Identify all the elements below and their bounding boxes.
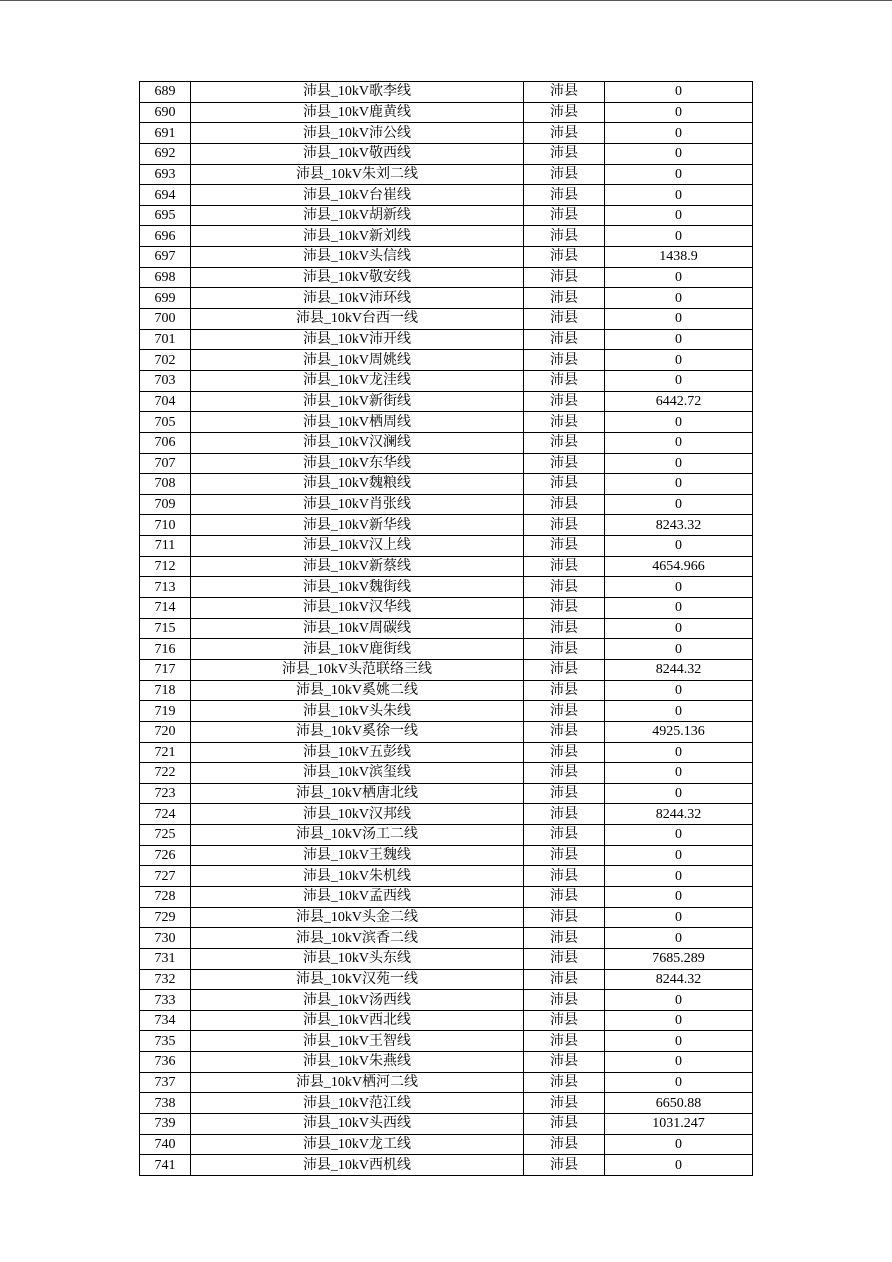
row-index-cell: 693 bbox=[140, 164, 191, 185]
row-index-cell: 696 bbox=[140, 226, 191, 247]
county-cell: 沛县 bbox=[524, 164, 605, 185]
value-cell: 0 bbox=[605, 370, 753, 391]
row-index-cell: 741 bbox=[140, 1155, 191, 1176]
value-cell: 0 bbox=[605, 453, 753, 474]
value-cell: 0 bbox=[605, 1052, 753, 1073]
table-row bbox=[140, 370, 753, 391]
table-row bbox=[140, 907, 753, 928]
line-name-cell: 沛县_10kV歌李线 bbox=[191, 82, 524, 103]
row-index-cell: 700 bbox=[140, 309, 191, 330]
county-cell: 沛县 bbox=[524, 1134, 605, 1155]
row-index-cell: 717 bbox=[140, 659, 191, 680]
value-cell: 8244.32 bbox=[605, 969, 753, 990]
value-cell: 0 bbox=[605, 267, 753, 288]
value-cell: 1031.247 bbox=[605, 1114, 753, 1135]
line-name-cell: 沛县_10kV沛开线 bbox=[191, 329, 524, 350]
table-row bbox=[140, 82, 753, 103]
line-name-cell: 沛县_10kV龙工线 bbox=[191, 1134, 524, 1155]
line-name-cell: 沛县_10kV头东线 bbox=[191, 948, 524, 969]
row-index-cell: 731 bbox=[140, 948, 191, 969]
table-row bbox=[140, 288, 753, 309]
row-index-cell: 708 bbox=[140, 474, 191, 495]
line-name-cell: 沛县_10kV汉邦线 bbox=[191, 804, 524, 825]
county-cell: 沛县 bbox=[524, 928, 605, 949]
county-cell: 沛县 bbox=[524, 350, 605, 371]
county-cell: 沛县 bbox=[524, 205, 605, 226]
value-cell: 0 bbox=[605, 742, 753, 763]
page-top-border bbox=[0, 0, 892, 1]
value-cell: 0 bbox=[605, 701, 753, 722]
line-name-cell: 沛县_10kV新街线 bbox=[191, 391, 524, 412]
line-name-cell: 沛县_10kV敬安线 bbox=[191, 267, 524, 288]
value-cell: 0 bbox=[605, 143, 753, 164]
value-cell: 0 bbox=[605, 309, 753, 330]
value-cell: 0 bbox=[605, 639, 753, 660]
row-index-cell: 715 bbox=[140, 618, 191, 639]
value-cell: 0 bbox=[605, 164, 753, 185]
county-cell: 沛县 bbox=[524, 288, 605, 309]
row-index-cell: 725 bbox=[140, 825, 191, 846]
county-cell: 沛县 bbox=[524, 577, 605, 598]
line-name-cell: 沛县_10kV新华线 bbox=[191, 515, 524, 536]
county-cell: 沛县 bbox=[524, 845, 605, 866]
line-name-cell: 沛县_10kV沛环线 bbox=[191, 288, 524, 309]
row-index-cell: 728 bbox=[140, 886, 191, 907]
table-row bbox=[140, 598, 753, 619]
county-cell: 沛县 bbox=[524, 1072, 605, 1093]
row-index-cell: 740 bbox=[140, 1134, 191, 1155]
line-name-cell: 沛县_10kV汉上线 bbox=[191, 536, 524, 557]
table-row bbox=[140, 886, 753, 907]
value-cell: 6442.72 bbox=[605, 391, 753, 412]
value-cell: 0 bbox=[605, 536, 753, 557]
value-cell: 8244.32 bbox=[605, 659, 753, 680]
row-index-cell: 691 bbox=[140, 123, 191, 144]
county-cell: 沛县 bbox=[524, 804, 605, 825]
county-cell: 沛县 bbox=[524, 432, 605, 453]
county-cell: 沛县 bbox=[524, 474, 605, 495]
line-name-cell: 沛县_10kV肖张线 bbox=[191, 494, 524, 515]
county-cell: 沛县 bbox=[524, 886, 605, 907]
county-cell: 沛县 bbox=[524, 618, 605, 639]
county-cell: 沛县 bbox=[524, 969, 605, 990]
county-cell: 沛县 bbox=[524, 102, 605, 123]
table-row bbox=[140, 1031, 753, 1052]
table-row bbox=[140, 329, 753, 350]
line-name-cell: 沛县_10kV栖河二线 bbox=[191, 1072, 524, 1093]
line-name-cell: 沛县_10kV王智线 bbox=[191, 1031, 524, 1052]
line-name-cell: 沛县_10kV头范联络三线 bbox=[191, 659, 524, 680]
table-row bbox=[140, 1155, 753, 1176]
value-cell: 0 bbox=[605, 763, 753, 784]
county-cell: 沛县 bbox=[524, 907, 605, 928]
line-name-cell: 沛县_10kV头金二线 bbox=[191, 907, 524, 928]
table-row bbox=[140, 1114, 753, 1135]
value-cell: 8244.32 bbox=[605, 804, 753, 825]
table-row bbox=[140, 948, 753, 969]
table-row bbox=[140, 1010, 753, 1031]
row-index-cell: 707 bbox=[140, 453, 191, 474]
row-index-cell: 724 bbox=[140, 804, 191, 825]
county-cell: 沛县 bbox=[524, 866, 605, 887]
value-cell: 0 bbox=[605, 474, 753, 495]
value-cell: 1438.9 bbox=[605, 247, 753, 268]
table-row bbox=[140, 350, 753, 371]
value-cell: 0 bbox=[605, 928, 753, 949]
table-row bbox=[140, 205, 753, 226]
county-cell: 沛县 bbox=[524, 825, 605, 846]
value-cell: 0 bbox=[605, 205, 753, 226]
value-cell: 8243.32 bbox=[605, 515, 753, 536]
line-name-cell: 沛县_10kV朱燕线 bbox=[191, 1052, 524, 1073]
row-index-cell: 716 bbox=[140, 639, 191, 660]
line-name-cell: 沛县_10kV新刘线 bbox=[191, 226, 524, 247]
line-name-cell: 沛县_10kV周碳线 bbox=[191, 618, 524, 639]
table-row bbox=[140, 639, 753, 660]
line-name-cell: 沛县_10kV王魏线 bbox=[191, 845, 524, 866]
value-cell: 0 bbox=[605, 82, 753, 103]
line-name-cell: 沛县_10kV龙洼线 bbox=[191, 370, 524, 391]
county-cell: 沛县 bbox=[524, 1155, 605, 1176]
table-row bbox=[140, 1093, 753, 1114]
value-cell: 0 bbox=[605, 618, 753, 639]
table-row bbox=[140, 556, 753, 577]
row-index-cell: 692 bbox=[140, 143, 191, 164]
line-name-cell: 沛县_10kV东华线 bbox=[191, 453, 524, 474]
row-index-cell: 727 bbox=[140, 866, 191, 887]
table-row bbox=[140, 1072, 753, 1093]
table-row bbox=[140, 845, 753, 866]
line-name-cell: 沛县_10kV胡新线 bbox=[191, 205, 524, 226]
county-cell: 沛县 bbox=[524, 1031, 605, 1052]
line-name-cell: 沛县_10kV鹿黄线 bbox=[191, 102, 524, 123]
table-row bbox=[140, 969, 753, 990]
county-cell: 沛县 bbox=[524, 990, 605, 1011]
county-cell: 沛县 bbox=[524, 556, 605, 577]
row-index-cell: 690 bbox=[140, 102, 191, 123]
line-name-cell: 沛县_10kV栖唐北线 bbox=[191, 783, 524, 804]
row-index-cell: 714 bbox=[140, 598, 191, 619]
county-cell: 沛县 bbox=[524, 680, 605, 701]
row-index-cell: 738 bbox=[140, 1093, 191, 1114]
row-index-cell: 694 bbox=[140, 185, 191, 206]
row-index-cell: 734 bbox=[140, 1010, 191, 1031]
row-index-cell: 705 bbox=[140, 412, 191, 433]
table-row bbox=[140, 494, 753, 515]
table-row bbox=[140, 701, 753, 722]
line-name-cell: 沛县_10kV朱刘二线 bbox=[191, 164, 524, 185]
value-cell: 0 bbox=[605, 350, 753, 371]
row-index-cell: 695 bbox=[140, 205, 191, 226]
row-index-cell: 739 bbox=[140, 1114, 191, 1135]
value-cell: 0 bbox=[605, 226, 753, 247]
value-cell: 0 bbox=[605, 577, 753, 598]
line-name-cell: 沛县_10kV范江线 bbox=[191, 1093, 524, 1114]
county-cell: 沛县 bbox=[524, 185, 605, 206]
line-name-cell: 沛县_10kV西机线 bbox=[191, 1155, 524, 1176]
county-cell: 沛县 bbox=[524, 1052, 605, 1073]
county-cell: 沛县 bbox=[524, 494, 605, 515]
line-name-cell: 沛县_10kV头朱线 bbox=[191, 701, 524, 722]
row-index-cell: 718 bbox=[140, 680, 191, 701]
table-row bbox=[140, 1052, 753, 1073]
row-index-cell: 736 bbox=[140, 1052, 191, 1073]
county-cell: 沛县 bbox=[524, 783, 605, 804]
row-index-cell: 721 bbox=[140, 742, 191, 763]
table-row bbox=[140, 412, 753, 433]
line-name-cell: 沛县_10kV汤西线 bbox=[191, 990, 524, 1011]
table-row bbox=[140, 659, 753, 680]
row-index-cell: 710 bbox=[140, 515, 191, 536]
table-body bbox=[140, 82, 753, 1176]
value-cell: 6650.88 bbox=[605, 1093, 753, 1114]
row-index-cell: 733 bbox=[140, 990, 191, 1011]
table-row bbox=[140, 247, 753, 268]
table-row bbox=[140, 226, 753, 247]
row-index-cell: 702 bbox=[140, 350, 191, 371]
line-name-cell: 沛县_10kV台西一线 bbox=[191, 309, 524, 330]
value-cell: 0 bbox=[605, 123, 753, 144]
line-name-cell: 沛县_10kV五彭线 bbox=[191, 742, 524, 763]
table-row bbox=[140, 866, 753, 887]
line-name-cell: 沛县_10kV滨玺线 bbox=[191, 763, 524, 784]
county-cell: 沛县 bbox=[524, 763, 605, 784]
row-index-cell: 713 bbox=[140, 577, 191, 598]
row-index-cell: 697 bbox=[140, 247, 191, 268]
county-cell: 沛县 bbox=[524, 1114, 605, 1135]
line-name-cell: 沛县_10kV鹿街线 bbox=[191, 639, 524, 660]
line-name-cell: 沛县_10kV敬西线 bbox=[191, 143, 524, 164]
county-cell: 沛县 bbox=[524, 1010, 605, 1031]
table-row bbox=[140, 515, 753, 536]
line-name-cell: 沛县_10kV奚徐一线 bbox=[191, 721, 524, 742]
feeder-line-table bbox=[139, 81, 753, 1176]
value-cell: 0 bbox=[605, 783, 753, 804]
table-row bbox=[140, 164, 753, 185]
table-row bbox=[140, 432, 753, 453]
row-index-cell: 729 bbox=[140, 907, 191, 928]
county-cell: 沛县 bbox=[524, 639, 605, 660]
line-name-cell: 沛县_10kV孟西线 bbox=[191, 886, 524, 907]
table-row bbox=[140, 123, 753, 144]
value-cell: 0 bbox=[605, 1010, 753, 1031]
county-cell: 沛县 bbox=[524, 598, 605, 619]
row-index-cell: 704 bbox=[140, 391, 191, 412]
county-cell: 沛县 bbox=[524, 267, 605, 288]
table-row bbox=[140, 577, 753, 598]
line-name-cell: 沛县_10kV魏街线 bbox=[191, 577, 524, 598]
line-name-cell: 沛县_10kV头西线 bbox=[191, 1114, 524, 1135]
table-row bbox=[140, 763, 753, 784]
row-index-cell: 719 bbox=[140, 701, 191, 722]
value-cell: 0 bbox=[605, 185, 753, 206]
row-index-cell: 735 bbox=[140, 1031, 191, 1052]
row-index-cell: 699 bbox=[140, 288, 191, 309]
value-cell: 0 bbox=[605, 412, 753, 433]
county-cell: 沛县 bbox=[524, 391, 605, 412]
line-name-cell: 沛县_10kV汉苑一线 bbox=[191, 969, 524, 990]
line-name-cell: 沛县_10kV汉澜线 bbox=[191, 432, 524, 453]
county-cell: 沛县 bbox=[524, 453, 605, 474]
row-index-cell: 706 bbox=[140, 432, 191, 453]
row-index-cell: 698 bbox=[140, 267, 191, 288]
line-name-cell: 沛县_10kV头信线 bbox=[191, 247, 524, 268]
value-cell: 4654.966 bbox=[605, 556, 753, 577]
table-row bbox=[140, 267, 753, 288]
line-name-cell: 沛县_10kV沛公线 bbox=[191, 123, 524, 144]
line-name-cell: 沛县_10kV周姚线 bbox=[191, 350, 524, 371]
row-index-cell: 711 bbox=[140, 536, 191, 557]
county-cell: 沛县 bbox=[524, 412, 605, 433]
county-cell: 沛县 bbox=[524, 370, 605, 391]
value-cell: 0 bbox=[605, 866, 753, 887]
line-name-cell: 沛县_10kV栖周线 bbox=[191, 412, 524, 433]
value-cell: 0 bbox=[605, 1134, 753, 1155]
value-cell: 0 bbox=[605, 907, 753, 928]
row-index-cell: 712 bbox=[140, 556, 191, 577]
value-cell: 0 bbox=[605, 680, 753, 701]
row-index-cell: 720 bbox=[140, 721, 191, 742]
value-cell: 0 bbox=[605, 845, 753, 866]
table-row bbox=[140, 1134, 753, 1155]
value-cell: 0 bbox=[605, 886, 753, 907]
table-row bbox=[140, 309, 753, 330]
county-cell: 沛县 bbox=[524, 247, 605, 268]
value-cell: 0 bbox=[605, 102, 753, 123]
county-cell: 沛县 bbox=[524, 309, 605, 330]
row-index-cell: 732 bbox=[140, 969, 191, 990]
county-cell: 沛县 bbox=[524, 536, 605, 557]
table-row bbox=[140, 102, 753, 123]
line-name-cell: 沛县_10kV西北线 bbox=[191, 1010, 524, 1031]
table-row bbox=[140, 391, 753, 412]
table-row bbox=[140, 680, 753, 701]
value-cell: 0 bbox=[605, 432, 753, 453]
row-index-cell: 730 bbox=[140, 928, 191, 949]
value-cell: 0 bbox=[605, 825, 753, 846]
table-row bbox=[140, 185, 753, 206]
table-row bbox=[140, 618, 753, 639]
table-row bbox=[140, 143, 753, 164]
value-cell: 0 bbox=[605, 990, 753, 1011]
value-cell: 0 bbox=[605, 598, 753, 619]
row-index-cell: 723 bbox=[140, 783, 191, 804]
row-index-cell: 722 bbox=[140, 763, 191, 784]
table-row bbox=[140, 474, 753, 495]
table-row bbox=[140, 804, 753, 825]
line-name-cell: 沛县_10kV魏粮线 bbox=[191, 474, 524, 495]
line-name-cell: 沛县_10kV汤工二线 bbox=[191, 825, 524, 846]
row-index-cell: 689 bbox=[140, 82, 191, 103]
county-cell: 沛县 bbox=[524, 948, 605, 969]
county-cell: 沛县 bbox=[524, 659, 605, 680]
table-row bbox=[140, 928, 753, 949]
line-name-cell: 沛县_10kV滨香二线 bbox=[191, 928, 524, 949]
county-cell: 沛县 bbox=[524, 701, 605, 722]
table-row bbox=[140, 825, 753, 846]
county-cell: 沛县 bbox=[524, 226, 605, 247]
value-cell: 0 bbox=[605, 288, 753, 309]
row-index-cell: 726 bbox=[140, 845, 191, 866]
table-row bbox=[140, 783, 753, 804]
county-cell: 沛县 bbox=[524, 329, 605, 350]
value-cell: 7685.289 bbox=[605, 948, 753, 969]
value-cell: 0 bbox=[605, 329, 753, 350]
value-cell: 0 bbox=[605, 1155, 753, 1176]
table-row bbox=[140, 453, 753, 474]
value-cell: 0 bbox=[605, 1031, 753, 1052]
line-name-cell: 沛县_10kV奚姚二线 bbox=[191, 680, 524, 701]
county-cell: 沛县 bbox=[524, 742, 605, 763]
line-name-cell: 沛县_10kV汉华线 bbox=[191, 598, 524, 619]
line-name-cell: 沛县_10kV新蔡线 bbox=[191, 556, 524, 577]
county-cell: 沛县 bbox=[524, 123, 605, 144]
value-cell: 4925.136 bbox=[605, 721, 753, 742]
row-index-cell: 703 bbox=[140, 370, 191, 391]
row-index-cell: 701 bbox=[140, 329, 191, 350]
line-name-cell: 沛县_10kV朱机线 bbox=[191, 866, 524, 887]
county-cell: 沛县 bbox=[524, 143, 605, 164]
county-cell: 沛县 bbox=[524, 82, 605, 103]
value-cell: 0 bbox=[605, 1072, 753, 1093]
county-cell: 沛县 bbox=[524, 515, 605, 536]
table-row bbox=[140, 536, 753, 557]
line-name-cell: 沛县_10kV台崔线 bbox=[191, 185, 524, 206]
table-row bbox=[140, 742, 753, 763]
table-row bbox=[140, 990, 753, 1011]
value-cell: 0 bbox=[605, 494, 753, 515]
row-index-cell: 737 bbox=[140, 1072, 191, 1093]
row-index-cell: 709 bbox=[140, 494, 191, 515]
county-cell: 沛县 bbox=[524, 1093, 605, 1114]
county-cell: 沛县 bbox=[524, 721, 605, 742]
table-row bbox=[140, 721, 753, 742]
